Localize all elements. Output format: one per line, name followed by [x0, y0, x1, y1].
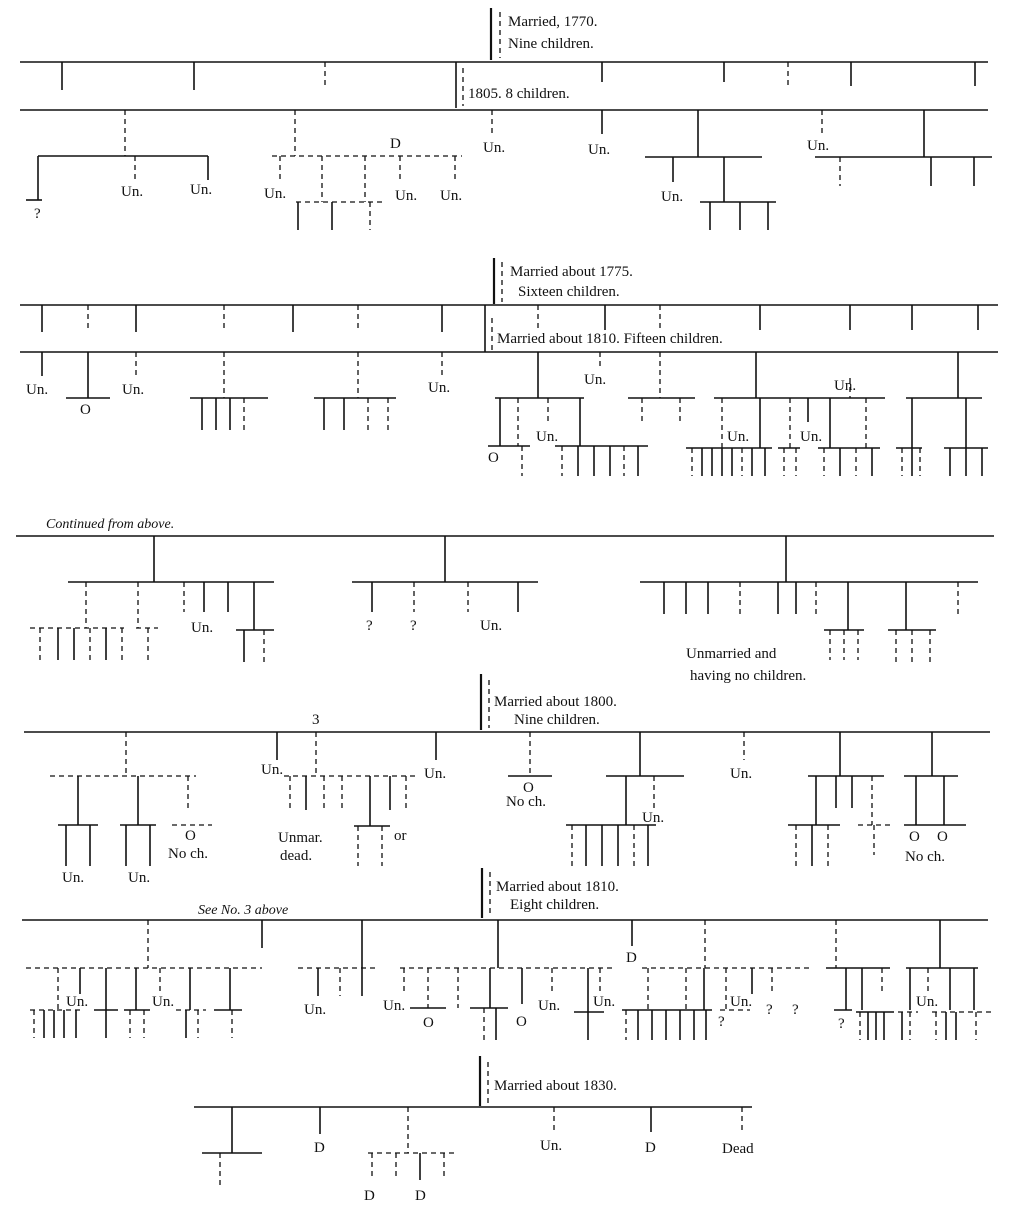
dead-marker: D	[645, 1140, 656, 1156]
family-tree-section-6	[194, 1056, 754, 1204]
zero-marker: O	[937, 829, 948, 845]
unmarried-marker: Un.	[66, 994, 89, 1010]
unmarried-marker: Un.	[128, 870, 151, 886]
unmarried-marker: Un.	[540, 1138, 563, 1154]
unmarried-marker: Un.	[428, 380, 451, 396]
dead-marker: D	[390, 136, 401, 152]
unmarried-marker: Un.	[588, 142, 611, 158]
unmarried-marker: Un.	[190, 182, 213, 198]
unknown-marker: ?	[792, 1002, 799, 1018]
unmarried-note-line-1: Unmarried and	[686, 646, 777, 662]
unmarried-marker: Un.	[122, 382, 145, 398]
unmarried-marker: Un.	[483, 140, 506, 156]
unmarried-marker: Un.	[395, 188, 418, 204]
dead-marker: D	[364, 1188, 375, 1204]
unmarried-marker: Un.	[834, 378, 857, 394]
section-4-children-count: Nine children.	[514, 712, 600, 728]
zero-marker: O	[80, 402, 91, 418]
unmarried-marker: Un.	[121, 184, 144, 200]
zero-marker: O	[423, 1015, 434, 1031]
zero-marker: O	[185, 828, 196, 844]
unmarried-marker: Un.	[264, 186, 287, 202]
unmarried-marker: Un.	[538, 998, 561, 1014]
unmarried-marker: Un.	[593, 994, 616, 1010]
dead-marker: D	[415, 1188, 426, 1204]
zero-marker: O	[909, 829, 920, 845]
zero-marker: O	[523, 780, 534, 796]
section-4-married-label: Married about 1800.	[494, 694, 617, 710]
unmarried-marker: Un.	[191, 620, 214, 636]
or-label: or	[394, 828, 407, 844]
section-1-married-label: Married, 1770.	[508, 14, 598, 30]
unmarried-marker: Un.	[26, 382, 49, 398]
unmarried-marker: Un.	[480, 618, 503, 634]
section-6-married-label: Married about 1830.	[494, 1078, 617, 1094]
unmarried-marker: Un.	[62, 870, 85, 886]
unmarried-marker: Un.	[383, 998, 406, 1014]
family-tree-section-4	[24, 674, 990, 886]
unmarried-marker: Un.	[916, 994, 939, 1010]
unmarried-marker: Un.	[642, 810, 665, 826]
dead-label: dead.	[280, 848, 313, 864]
section-2-married-label: Married about 1775.	[510, 264, 633, 280]
unknown-marker: ?	[366, 618, 373, 634]
unmarried-marker: Un.	[536, 429, 559, 445]
unmarried-marker: Un.	[730, 994, 753, 1010]
section-2-children-count: Sixteen children.	[518, 284, 620, 300]
zero-marker: O	[516, 1014, 527, 1030]
unmarried-marker: Un.	[152, 994, 175, 1010]
unknown-marker: ?	[410, 618, 417, 634]
unmarried-marker: Un.	[304, 1002, 327, 1018]
unmarried-marker: Un.	[584, 372, 607, 388]
no-children-marker: No ch.	[905, 849, 945, 865]
no-children-marker: No ch.	[168, 846, 208, 862]
unmarried-note-line-2: having no children.	[690, 668, 807, 684]
unmarried-marker: Un.	[424, 766, 447, 782]
family-tree-section-2	[20, 258, 998, 476]
see-reference-note: See No. 3 above	[198, 903, 289, 918]
continued-note: Continued from above.	[46, 517, 175, 532]
unknown-marker: ?	[838, 1016, 845, 1032]
unmarried-marker: Un.	[661, 189, 684, 205]
dead-marker: D	[314, 1140, 325, 1156]
unknown-marker: ?	[766, 1002, 773, 1018]
unknown-marker: ?	[718, 1014, 725, 1030]
family-tree-section-1	[20, 8, 992, 230]
section-2-sub-label: Married about 1810. Fifteen children.	[497, 331, 723, 347]
family-tree-section-3	[16, 517, 994, 684]
section-5-children-count: Eight children.	[510, 897, 600, 913]
unmarried-label: Unmar.	[278, 830, 323, 846]
unmarried-marker: Un.	[727, 429, 750, 445]
section-5-married-label: Married about 1810.	[496, 879, 619, 895]
zero-marker: O	[488, 450, 499, 466]
section-1-sub-label: 1805. 8 children.	[468, 86, 570, 102]
unmarried-marker: Un.	[261, 762, 284, 778]
no-children-marker: No ch.	[506, 794, 546, 810]
dead-label: Dead	[722, 1141, 754, 1157]
dead-marker: D	[626, 950, 637, 966]
unmarried-marker: Un.	[440, 188, 463, 204]
cross-reference-number: 3	[312, 712, 320, 728]
unmarried-marker: Un.	[800, 429, 823, 445]
section-1-children-count: Nine children.	[508, 36, 594, 52]
family-tree-section-5	[22, 868, 992, 1040]
unmarried-marker: Un.	[730, 766, 753, 782]
unknown-marker: ?	[34, 206, 41, 222]
unmarried-marker: Un.	[807, 138, 830, 154]
